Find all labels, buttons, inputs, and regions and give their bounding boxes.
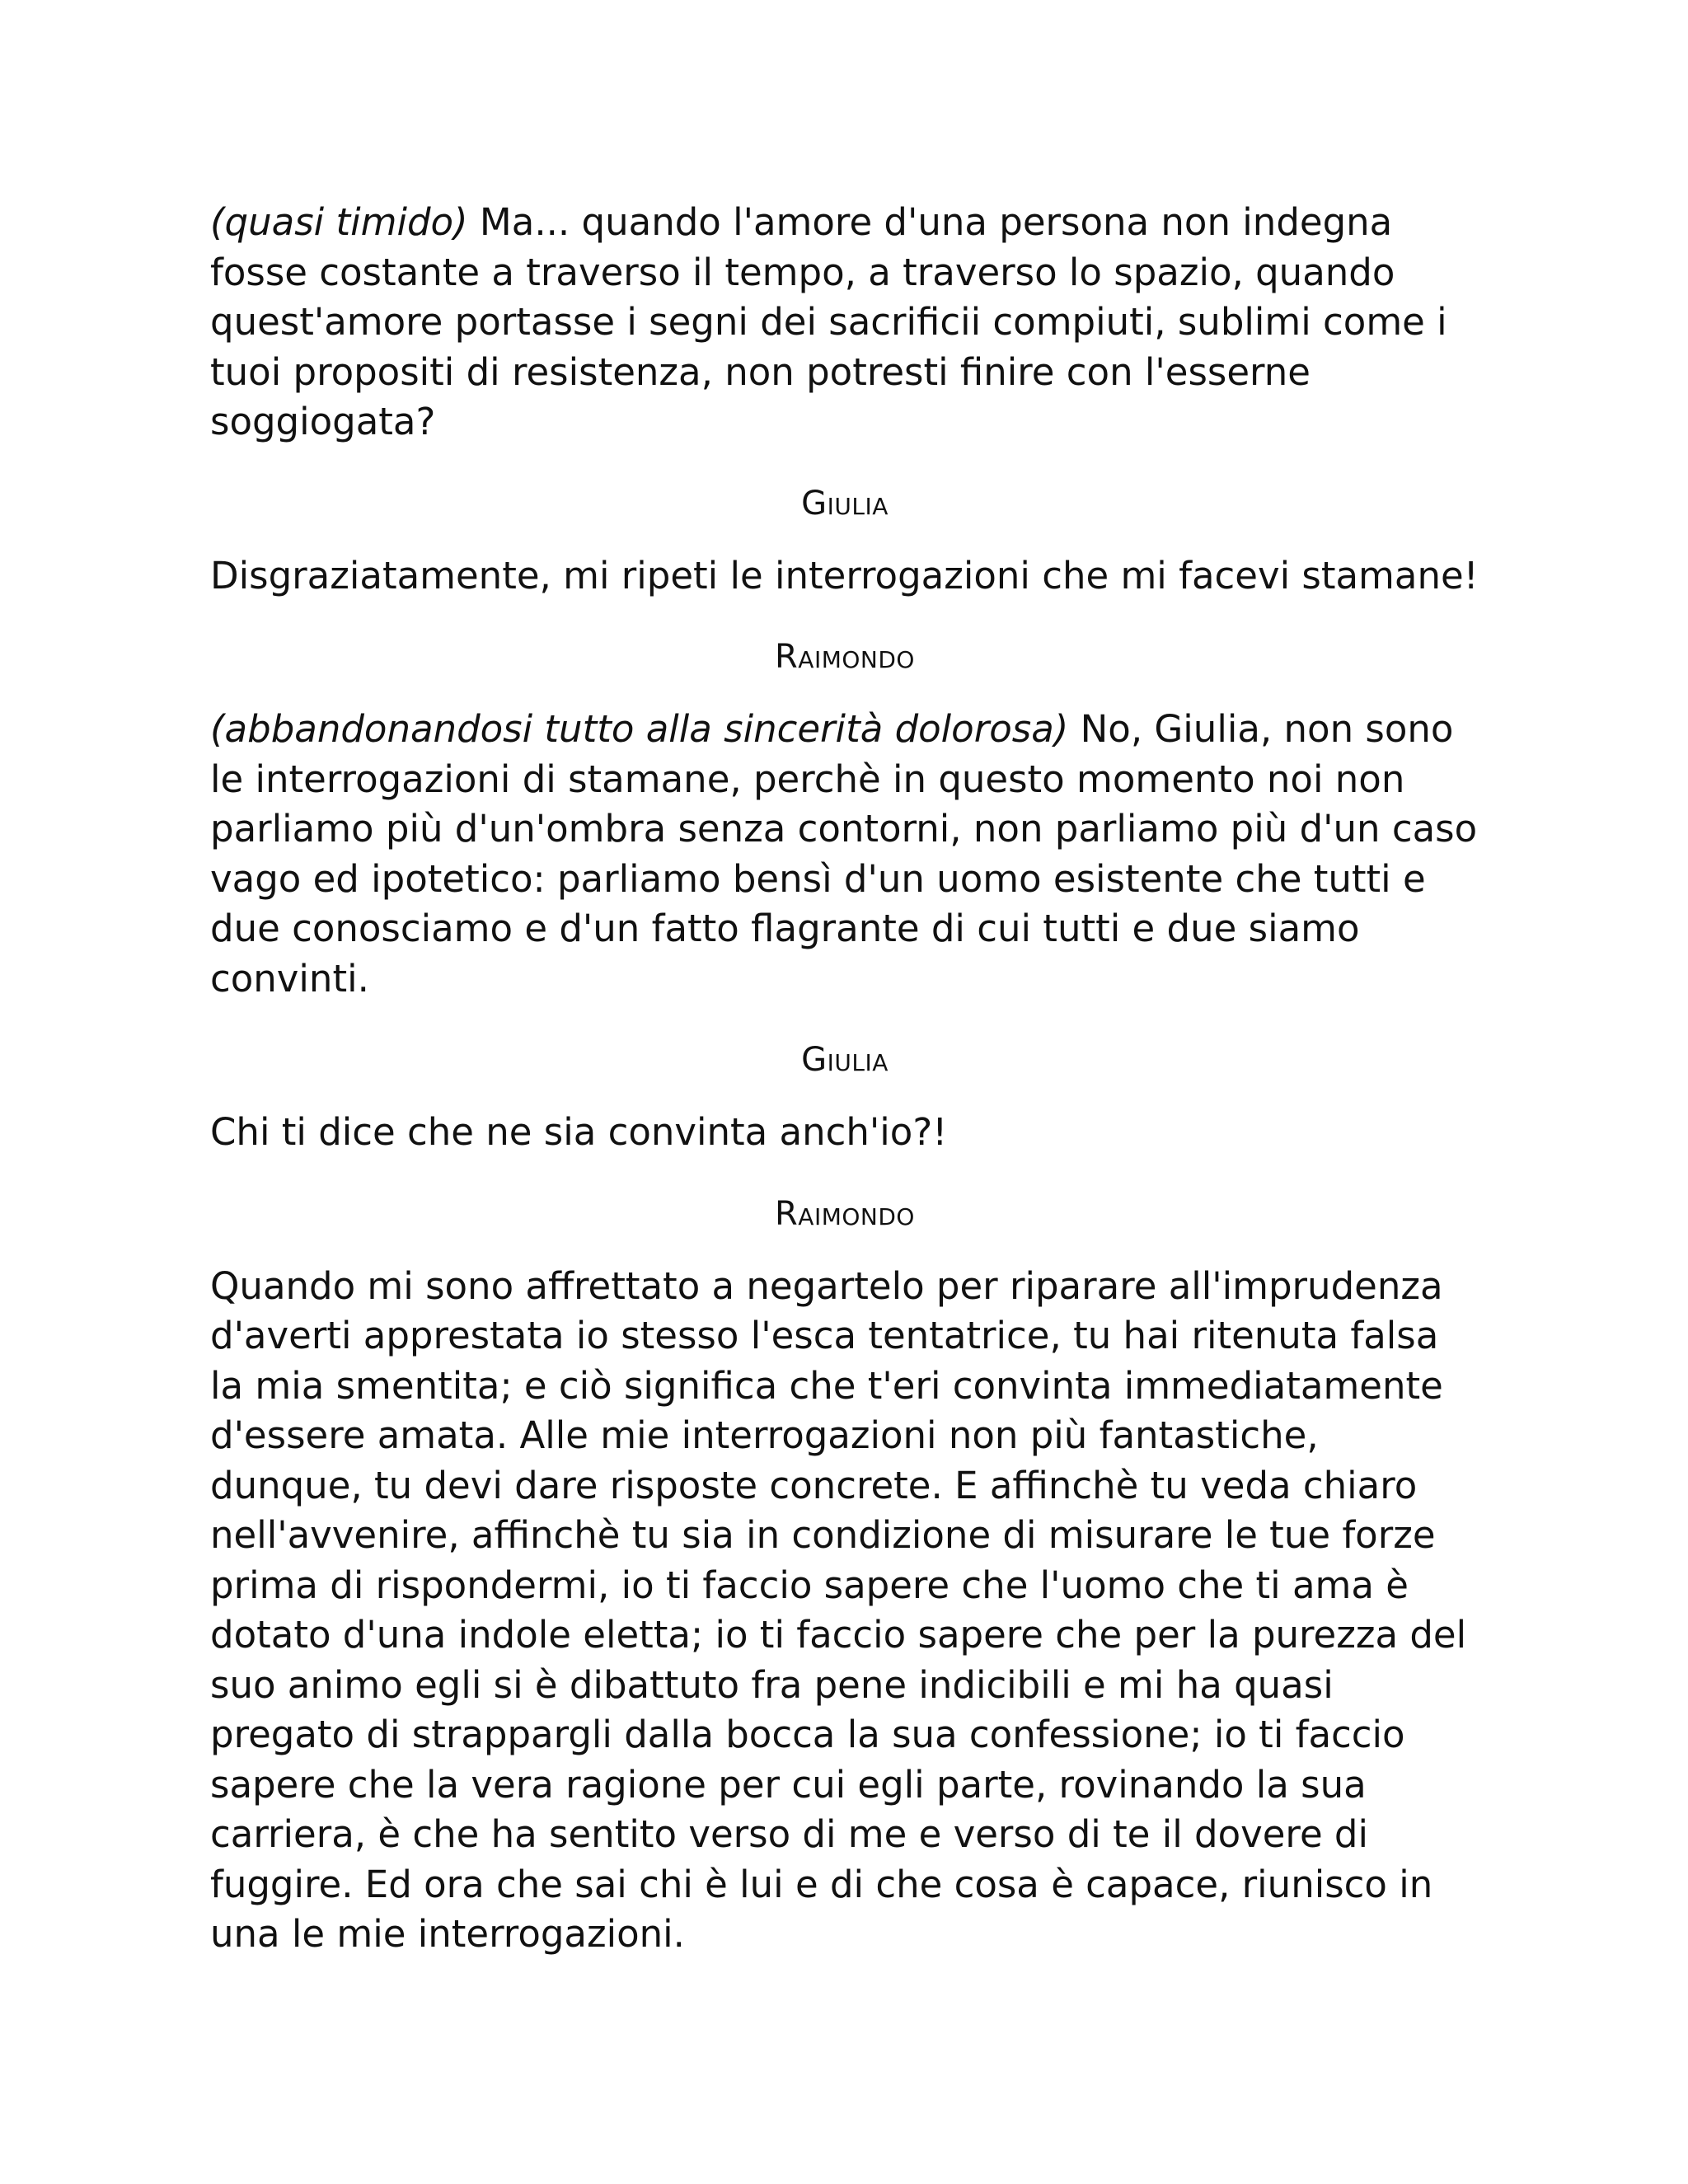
dialogue-paragraph bbox=[210, 198, 1479, 448]
dialogue-paragraph bbox=[210, 551, 1479, 602]
speaker-name: Giulia bbox=[801, 1041, 889, 1079]
dialogue-text: Chi ti dice che ne sia convinta anch'io?! bbox=[210, 1110, 948, 1154]
dialogue-paragraph bbox=[210, 705, 1479, 1004]
dialogue-text: No, Giulia, non sono le interrogazioni di stamane, perchè in questo momento noi non parliamo più d'un'ombra senza contorni, non parliamo più d'un caso vago ed ipotetico: parliamo bensì d'un uomo esistente che tutti e due conosciamo e d'un fatto flagrante di cui tutti e due siamo convinti. bbox=[210, 707, 1478, 1001]
stage-direction: (quasi timido) bbox=[210, 200, 468, 244]
dialogue-paragraph bbox=[210, 1108, 1479, 1158]
stage-direction: (abbandonandosi tutto alla sincerità dolorosa) bbox=[210, 707, 1069, 751]
dialogue-paragraph bbox=[210, 1262, 1479, 1960]
speaker-name: Giulia bbox=[801, 484, 889, 523]
document-page bbox=[210, 198, 1479, 1960]
speaker-name: Raimondo bbox=[775, 638, 915, 676]
dialogue-text: Quando mi sono affrettato a negartelo per riparare all'imprudenza d'averti apprestata io stesso l'esca tentatrice, tu hai ritenuta falsa la mia smentita; e ciò significa che t'eri convinta immediatamente d'essere amata. Alle mie interrogazioni non più fantastiche, dunque, tu devi dare risposte concrete. E affinchè tu veda chiaro nell'avvenire, affinchè tu sia in condizione di misurare le tue forze prima di rispondermi, io ti faccio sapere che l'uomo che ti ama è dotato d'una indole eletta; io ti faccio sapere che per la purezza del suo animo egli si è dibattuto fra pene indicibili e mi ha quasi pregato di strappargli dalla bocca la sua confessione; io ti faccio sapere che la vera ragione per cui egli parte, rovinando la sua carriera, è che ha sentito verso di me e verso di te il dovere di fuggire. Ed ora che sai chi è lui e di che cosa è capace, riunisco in una le mie interrogazioni. bbox=[210, 1263, 1467, 1956]
speaker-name: Raimondo bbox=[775, 1194, 915, 1233]
dialogue-text: Disgraziatamente, mi ripeti le interrogazioni che mi facevi stamane! bbox=[210, 553, 1479, 598]
dialogue-text: Ma... quando l'amore d'una persona non indegna fosse costante a traverso il tempo, a traverso lo spazio, quando quest'amore portasse i segni dei sacrificii compiuti, sublimi come i tuoi propositi di resistenza, non potresti finire con l'esserne soggiogata? bbox=[210, 200, 1447, 443]
